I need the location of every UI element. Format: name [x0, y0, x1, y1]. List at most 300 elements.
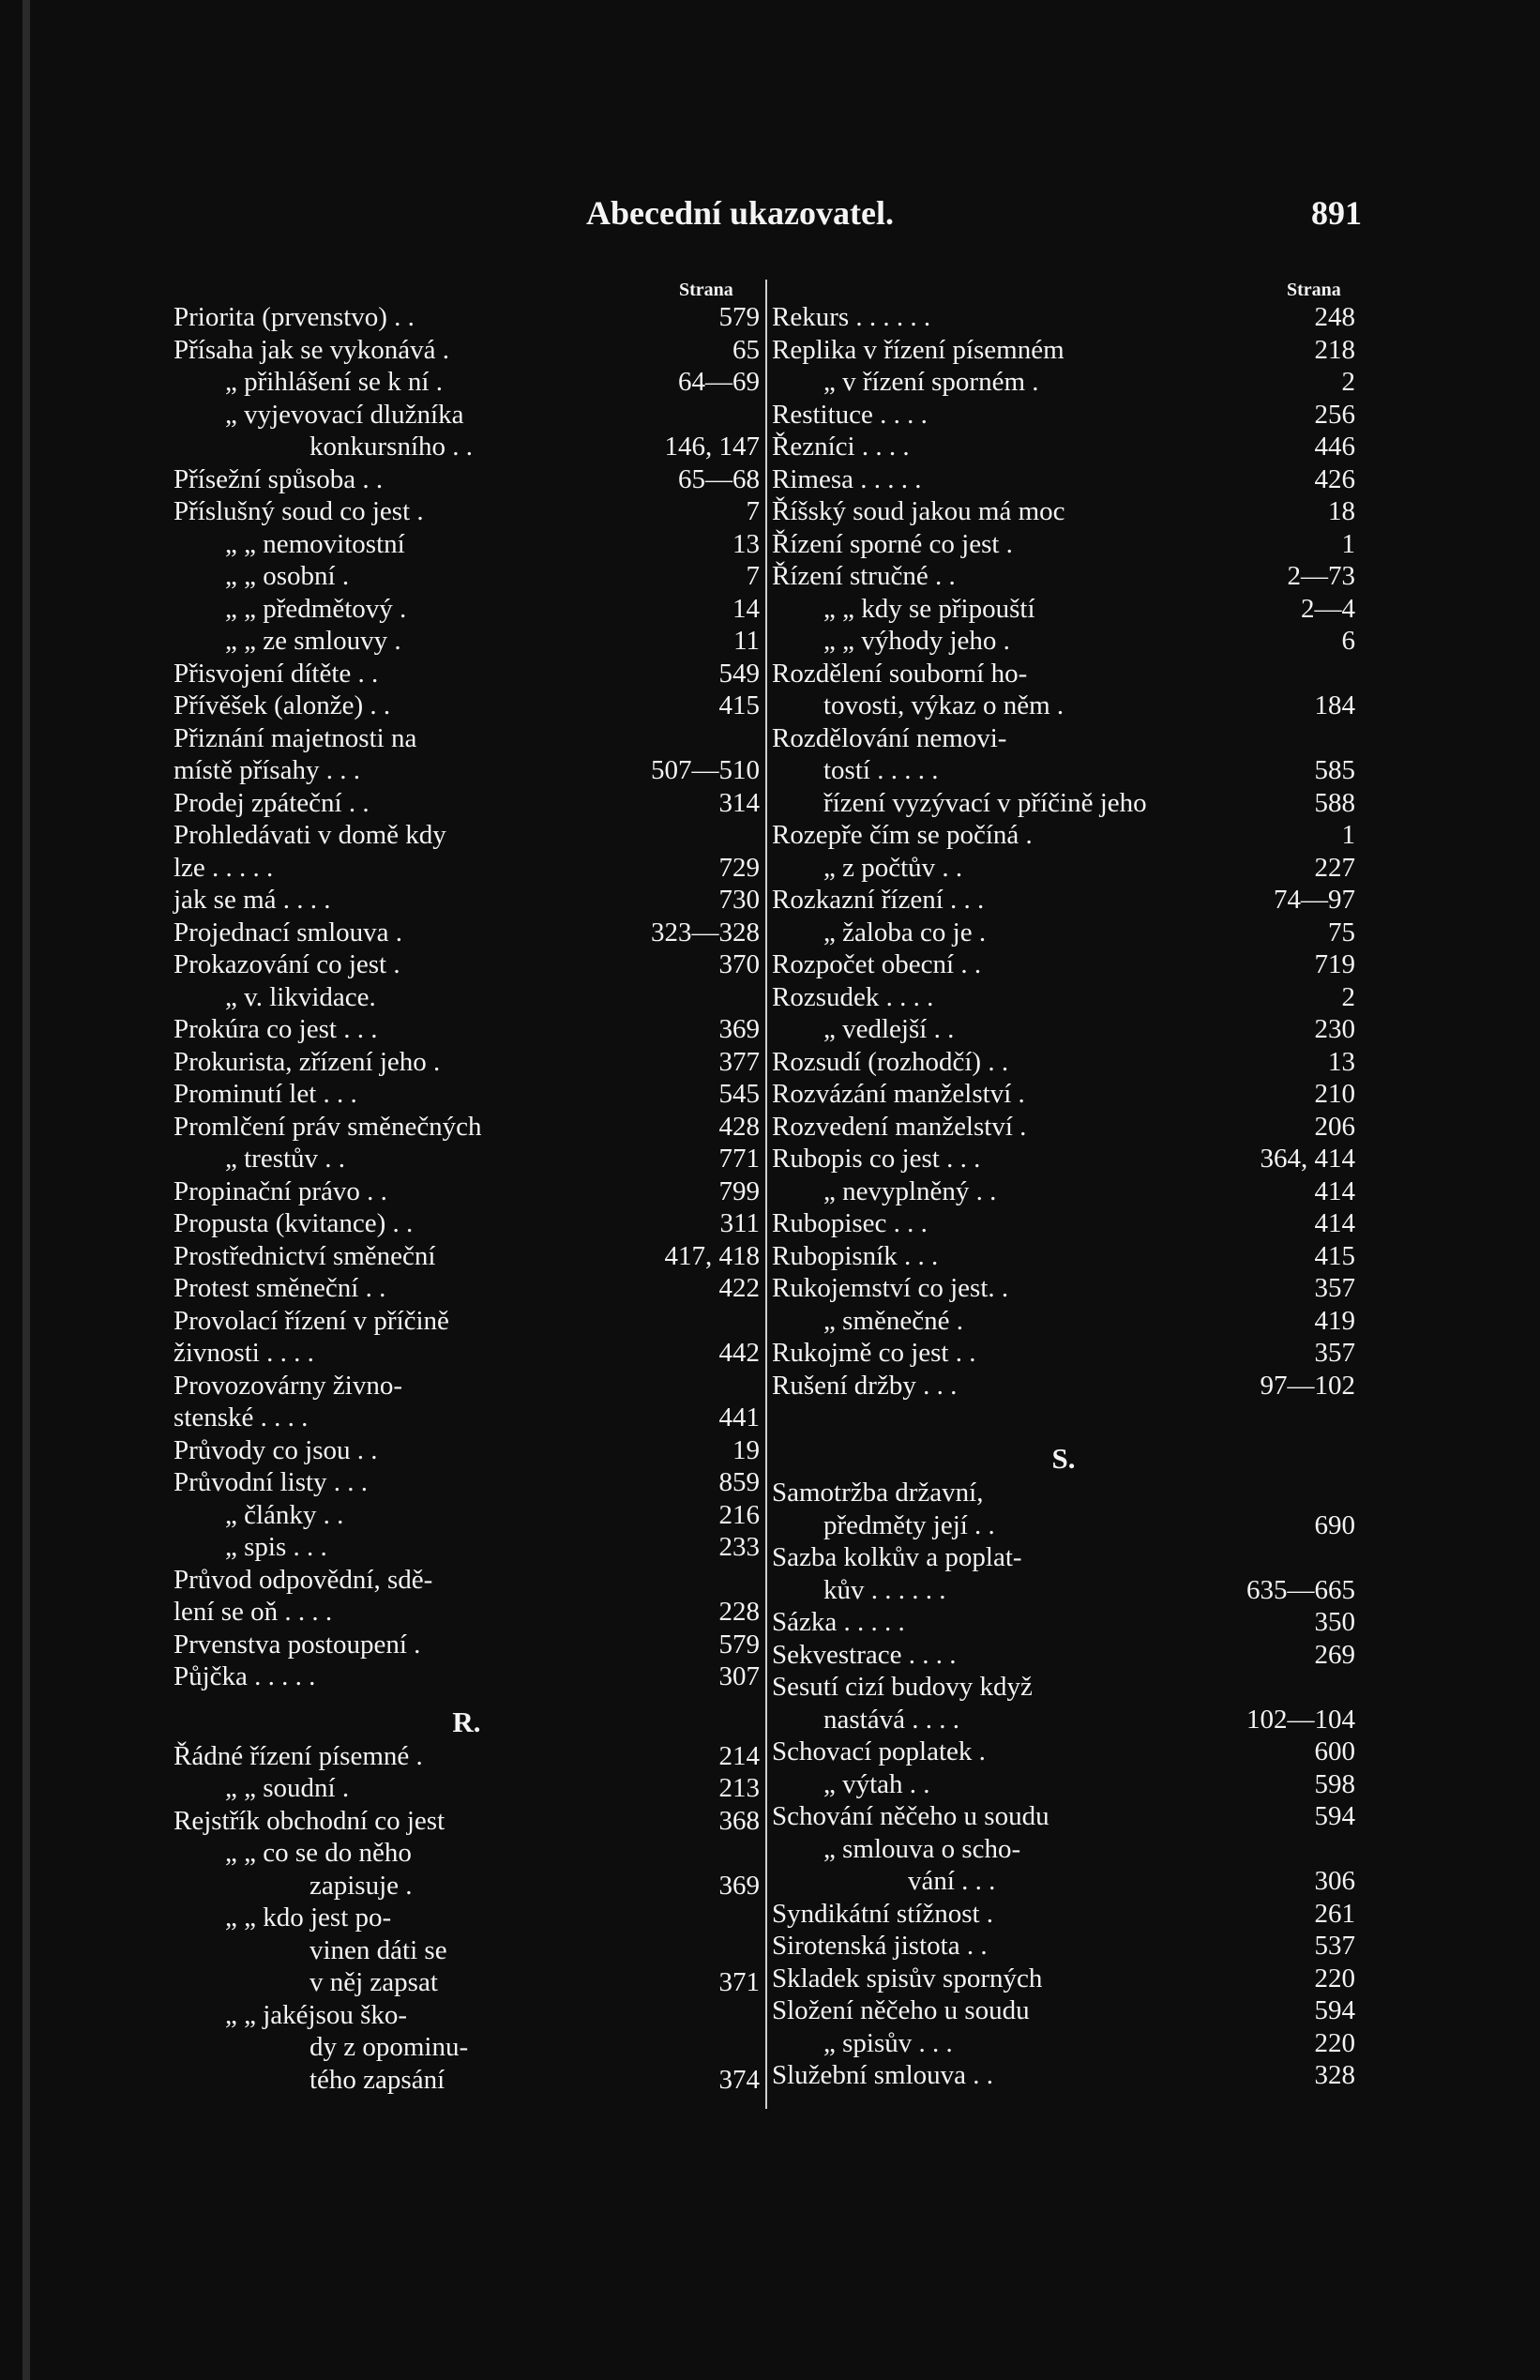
- index-entry: [174, 464, 760, 497]
- index-entry: [772, 1931, 1355, 1963]
- entry-term: tovosti, výkaz o něm .: [823, 690, 1064, 720]
- entry-term: „ „ ze smlouvy .: [225, 626, 401, 656]
- entry-page: 75: [1328, 917, 1355, 947]
- entry-term: Rimesa . . . . .: [772, 463, 922, 494]
- entry-term: „ přihlášení se k ní .: [225, 367, 443, 397]
- entry-term: „ směnečné .: [823, 1305, 963, 1336]
- index-entry: [174, 755, 760, 788]
- entry-term: „ z počtův . .: [823, 852, 963, 883]
- index-entry: [174, 2032, 760, 2065]
- index-entry: [772, 1144, 1355, 1176]
- index-entry: [174, 1935, 760, 1968]
- entry-page: 369: [718, 1014, 760, 1044]
- entry-page: 220: [1314, 1963, 1355, 1993]
- entry-term: „ smlouva o scho-: [823, 1833, 1021, 1864]
- entry-page: 415: [1314, 1240, 1355, 1271]
- entry-term: vání . . .: [908, 1866, 996, 1896]
- entry-term: Přisvojení dítěte . .: [174, 658, 379, 689]
- index-entry: [174, 1741, 760, 1774]
- index-entry: [174, 1338, 760, 1371]
- entry-page: 14: [732, 593, 760, 624]
- index-entry: [772, 1306, 1355, 1339]
- entry-page: 2: [1341, 367, 1355, 397]
- entry-page: 74—97: [1274, 885, 1355, 915]
- entry-page: 719: [1314, 949, 1355, 979]
- index-entry: [174, 1208, 760, 1241]
- entry-term: „ články . .: [225, 1499, 344, 1530]
- entry-term: Rušení držby . . .: [772, 1370, 958, 1401]
- entry-page: 11: [733, 626, 760, 656]
- entry-term: „ v. likvidace.: [225, 981, 376, 1012]
- index-entry: [174, 853, 760, 886]
- index-entry: [772, 1371, 1355, 1403]
- entry-page: 102—104: [1246, 1704, 1355, 1735]
- entry-page: 598: [1314, 1768, 1355, 1799]
- entry-term: Prokúra co jest . . .: [174, 1014, 378, 1044]
- index-entry: [772, 723, 1355, 756]
- entry-page: 184: [1314, 690, 1355, 720]
- index-entry: [174, 1661, 760, 1694]
- index-entry: [174, 529, 760, 562]
- entry-term: „ „ soudní .: [225, 1773, 350, 1803]
- entry-page: 306: [1314, 1866, 1355, 1896]
- entry-page: 269: [1314, 1639, 1355, 1670]
- entry-term: Replika v řízení písemném: [772, 334, 1064, 365]
- index-entry: [772, 788, 1355, 821]
- index-entry: [174, 1565, 760, 1598]
- entry-page: 214: [718, 1740, 760, 1771]
- index-entry: [174, 1467, 760, 1500]
- index-entry: [772, 690, 1355, 723]
- entry-term: Sirotenská jistota . .: [772, 1931, 988, 1961]
- entry-page: 690: [1314, 1509, 1355, 1540]
- index-entry: [174, 1241, 760, 1274]
- entry-term: Sázka . . . . .: [772, 1607, 905, 1637]
- index-entry: [772, 1801, 1355, 1834]
- index-entry: [772, 1510, 1355, 1543]
- entry-term: Propusta (kvitance) . .: [174, 1208, 414, 1238]
- entry-page: 549: [718, 658, 760, 689]
- index-entry: [772, 1079, 1355, 1112]
- index-column-right: [772, 302, 1355, 2093]
- entry-term: „ „ nemovitostní: [225, 528, 405, 559]
- entry-page: 428: [718, 1111, 760, 1142]
- entry-term: Průvodní listy . . .: [174, 1467, 369, 1497]
- entry-page: 314: [718, 787, 760, 818]
- index-entry: [174, 1112, 760, 1145]
- entry-term: Přívěšek (alonže) . .: [174, 690, 391, 720]
- index-entry: [772, 400, 1355, 432]
- entry-page: 579: [718, 1629, 760, 1660]
- entry-page: 371: [718, 1967, 760, 1997]
- index-entry: [174, 1597, 760, 1630]
- index-entry: [174, 561, 760, 594]
- entry-page: 414: [1314, 1208, 1355, 1238]
- index-entry: [772, 1672, 1355, 1705]
- entry-term: Rozdělení souborní ho-: [772, 658, 1028, 689]
- entry-term: „ spis . . .: [225, 1532, 327, 1562]
- entry-term: „ spisův . . .: [823, 2027, 953, 2058]
- entry-page: 799: [718, 1175, 760, 1206]
- entry-term: Syndikátní stížnost .: [772, 1898, 994, 1929]
- entry-page: 730: [718, 885, 760, 915]
- entry-page: 2—73: [1287, 561, 1355, 591]
- index-entry: [174, 1371, 760, 1403]
- index-entry: [174, 1176, 760, 1209]
- entry-term: Prodej zpáteční . .: [174, 787, 370, 818]
- index-entry: [174, 659, 760, 691]
- entry-term: Protest směneční . .: [174, 1273, 386, 1303]
- index-entry: [772, 755, 1355, 788]
- index-entry: [174, 367, 760, 400]
- index-entry: [174, 626, 760, 659]
- entry-term: „ nevyplněný . .: [823, 1175, 997, 1206]
- entry-page: 369: [718, 1870, 760, 1901]
- entry-page: 216: [718, 1499, 760, 1530]
- entry-term: předměty její . .: [823, 1509, 995, 1540]
- entry-term: Rozdělování nemovi-: [772, 722, 1007, 753]
- index-entry: [772, 1736, 1355, 1769]
- section-letter: R.: [452, 1705, 481, 1738]
- index-entry: [174, 2065, 760, 2098]
- index-entry: [174, 335, 760, 368]
- index-entry: [772, 367, 1355, 400]
- index-entry: [772, 853, 1355, 886]
- entry-term: Rozsudek . . . .: [772, 981, 934, 1012]
- entry-page: 545: [718, 1079, 760, 1109]
- entry-term: „ „ osobní .: [225, 561, 350, 591]
- entry-term: Řádné řízení písemné .: [174, 1740, 423, 1771]
- entry-page: 307: [718, 1661, 760, 1691]
- entry-page: 600: [1314, 1736, 1355, 1766]
- index-entry: [772, 626, 1355, 659]
- entry-term: „ „ kdy se připouští: [823, 593, 1035, 624]
- entry-term: Průvod odpovědní, sdě-: [174, 1564, 433, 1595]
- index-entry: [174, 1402, 760, 1435]
- entry-term: kův . . . . . .: [823, 1574, 946, 1605]
- section-heading: [772, 1431, 1355, 1478]
- index-entry: [772, 302, 1355, 335]
- index-entry: [772, 496, 1355, 529]
- entry-page: 771: [718, 1144, 760, 1174]
- entry-term: Přísaha jak se vykonává .: [174, 334, 449, 365]
- index-entry: [772, 1208, 1355, 1241]
- entry-term: „ „ výhody jeho .: [823, 626, 1010, 656]
- entry-term: Promlčení práv směnečných: [174, 1111, 482, 1142]
- entry-page: 507—510: [651, 755, 760, 785]
- entry-term: Složení něčeho u soudu: [772, 1995, 1030, 2025]
- entry-term: Rubopis co jest . . .: [772, 1144, 981, 1174]
- entry-page: 2—4: [1301, 593, 1355, 624]
- entry-page: 357: [1314, 1338, 1355, 1368]
- index-entry: [772, 1995, 1355, 2028]
- entry-page: 374: [718, 2064, 760, 2095]
- index-entry: [772, 1607, 1355, 1640]
- entry-term: „ „ předmětový .: [225, 593, 407, 624]
- entry-page: 594: [1314, 1801, 1355, 1831]
- entry-term: Rubopisník . . .: [772, 1240, 939, 1271]
- entry-page: 426: [1314, 463, 1355, 494]
- page-number: 891: [1311, 194, 1362, 232]
- entry-term: živnosti . . . .: [174, 1338, 314, 1368]
- index-entry: [772, 885, 1355, 917]
- entry-page: 227: [1314, 852, 1355, 883]
- entry-term: Rozsudí (rozhodčí) . .: [772, 1046, 1009, 1077]
- index-entry: [174, 1902, 760, 1935]
- index-entry: [174, 1047, 760, 1080]
- index-entry: [174, 1630, 760, 1662]
- page-spine-edge: [23, 0, 30, 2380]
- entry-term: Příslušný soud co jest .: [174, 496, 424, 526]
- entry-term: Prostřednictví směneční: [174, 1240, 436, 1271]
- index-entry: [772, 432, 1355, 464]
- index-entry: [174, 594, 760, 627]
- entry-term: Rukojemství co jest. .: [772, 1273, 1009, 1303]
- entry-page: 210: [1314, 1079, 1355, 1109]
- entry-page: 7: [746, 496, 760, 526]
- index-entry: [174, 1435, 760, 1468]
- entry-term: jak se má . . . .: [174, 885, 331, 915]
- entry-term: Půjčka . . . . .: [174, 1661, 316, 1691]
- entry-term: lze . . . . .: [174, 852, 274, 883]
- entry-page: 585: [1314, 755, 1355, 785]
- index-entry: [174, 949, 760, 982]
- index-entry: [772, 1273, 1355, 1306]
- entry-term: Prominutí let . . .: [174, 1079, 357, 1109]
- column-divider: [765, 280, 767, 2109]
- entry-term: nastává . . . .: [823, 1704, 959, 1735]
- index-entry: [772, 1575, 1355, 1608]
- entry-term: Průvody co jsou . .: [174, 1434, 378, 1465]
- index-entry: [174, 2000, 760, 2033]
- entry-term: Priorita (prvenstvo) . .: [174, 302, 415, 332]
- index-entry: [174, 982, 760, 1015]
- index-entry: [772, 529, 1355, 562]
- index-entry: [174, 496, 760, 529]
- entry-page: 146, 147: [664, 432, 760, 462]
- entry-term: Přiznání majetnosti na: [174, 722, 417, 753]
- index-entry: [772, 2028, 1355, 2061]
- entry-term: v něj zapsat: [310, 1967, 438, 1997]
- entry-term: Sekvestrace . . . .: [772, 1639, 957, 1670]
- entry-page: 233: [718, 1532, 760, 1562]
- entry-term: konkursního . .: [310, 432, 473, 462]
- entry-page: 256: [1314, 399, 1355, 430]
- entry-term: Prvenstva postoupení .: [174, 1629, 421, 1660]
- entry-term: „ „ kdo jest po-: [225, 1902, 392, 1933]
- entry-page: 415: [718, 690, 760, 720]
- index-entry: [772, 917, 1355, 950]
- index-entry: [174, 690, 760, 723]
- index-entry: [174, 302, 760, 335]
- entry-page: 1: [1341, 528, 1355, 559]
- entry-term: Prohledávati v domě kdy: [174, 820, 446, 850]
- entry-page: 2: [1341, 981, 1355, 1012]
- strana-label-left: Strana: [679, 280, 733, 300]
- entry-page: 228: [718, 1597, 760, 1627]
- entry-term: Rozkazní řízení . . .: [772, 885, 985, 915]
- index-entry: [772, 1176, 1355, 1209]
- entry-page: 6: [1341, 626, 1355, 656]
- section-heading: [174, 1694, 760, 1741]
- entry-term: Provozovárny živno-: [174, 1370, 403, 1401]
- entry-page: 206: [1314, 1111, 1355, 1142]
- index-entry: [772, 1705, 1355, 1737]
- entry-term: „ „ jakéjsou ško-: [225, 1999, 408, 2030]
- index-entry: [772, 982, 1355, 1015]
- entry-page: 13: [1328, 1046, 1355, 1077]
- entry-term: „ vyjevovací dlužníka: [225, 399, 464, 430]
- entry-page: 97—102: [1260, 1370, 1355, 1401]
- entry-term: tostí . . . . .: [823, 755, 939, 785]
- index-entry: [174, 788, 760, 821]
- index-entry: [772, 1047, 1355, 1080]
- entry-term: „ trestův . .: [225, 1144, 346, 1174]
- entry-term: místě přísahy . . .: [174, 755, 360, 785]
- index-entry: [174, 1500, 760, 1533]
- index-entry: [772, 1478, 1355, 1510]
- entry-term: Propinační právo . .: [174, 1175, 387, 1206]
- entry-page: 442: [718, 1338, 760, 1368]
- index-entry: [772, 1769, 1355, 1802]
- entry-term: „ „ co se do něho: [225, 1838, 412, 1868]
- entry-term: Restituce . . . .: [772, 399, 928, 430]
- index-entry: [174, 1773, 760, 1806]
- entry-page: 64—69: [678, 367, 760, 397]
- entry-page: 579: [718, 302, 760, 332]
- entry-page: 1: [1341, 820, 1355, 850]
- entry-term: vinen dáti se: [310, 1934, 447, 1965]
- index-entry: [174, 1532, 760, 1565]
- index-entry: [772, 1112, 1355, 1145]
- entry-page: 213: [718, 1773, 760, 1803]
- index-entry: [174, 1306, 760, 1339]
- entry-term: Rejstřík obchodní co jest: [174, 1805, 445, 1836]
- entry-page: 328: [1314, 2060, 1355, 2090]
- index-entry: [772, 1014, 1355, 1047]
- entry-page: 248: [1314, 302, 1355, 332]
- index-entry: [772, 2060, 1355, 2093]
- strana-label-right: Strana: [1287, 280, 1341, 300]
- entry-term: Rozvedení manželství .: [772, 1111, 1027, 1142]
- entry-page: 419: [1314, 1305, 1355, 1336]
- entry-page: 729: [718, 852, 760, 883]
- entry-term: Schovací poplatek .: [772, 1736, 986, 1766]
- entry-page: 441: [718, 1402, 760, 1433]
- entry-term: Řezníci . . . .: [772, 432, 910, 462]
- entry-term: Samotržba državní,: [772, 1478, 984, 1508]
- entry-page: 635—665: [1246, 1574, 1355, 1605]
- entry-term: Schování něčeho u soudu: [772, 1801, 1049, 1831]
- index-entry: [772, 1963, 1355, 1996]
- index-entry: [174, 400, 760, 432]
- index-entry: [174, 885, 760, 917]
- index-entry: [174, 1871, 760, 1903]
- entry-term: Rukojmě co jest . .: [772, 1338, 976, 1368]
- index-entry: [772, 1241, 1355, 1274]
- entry-page: 368: [718, 1805, 760, 1836]
- index-entry: [174, 432, 760, 464]
- entry-page: 414: [1314, 1175, 1355, 1206]
- entry-page: 220: [1314, 2027, 1355, 2058]
- entry-page: 594: [1314, 1995, 1355, 2025]
- index-entry: [174, 1144, 760, 1176]
- entry-term: Sesutí cizí budovy když: [772, 1672, 1033, 1702]
- entry-term: tého zapsání: [310, 2064, 445, 2095]
- entry-term: Rubopisec . . .: [772, 1208, 928, 1238]
- entry-term: Řízení stručné . .: [772, 561, 956, 591]
- entry-term: Řízení sporné co jest .: [772, 528, 1013, 559]
- entry-term: Projednací smlouva .: [174, 917, 403, 947]
- index-entry: [772, 561, 1355, 594]
- entry-term: Prokurista, zřízení jeho .: [174, 1046, 441, 1077]
- entry-term: Rozpočet obecní . .: [772, 949, 982, 979]
- entry-page: 417, 418: [664, 1240, 760, 1271]
- entry-term: zapisuje .: [310, 1870, 413, 1901]
- index-entry: [772, 949, 1355, 982]
- entry-term: „ žaloba co je .: [823, 917, 987, 947]
- entry-page: 261: [1314, 1898, 1355, 1929]
- entry-page: 350: [1314, 1607, 1355, 1637]
- entry-term: stenské . . . .: [174, 1402, 309, 1433]
- entry-page: 859: [718, 1467, 760, 1497]
- entry-page: 230: [1314, 1014, 1355, 1044]
- entry-term: Sazba kolkův a poplat-: [772, 1542, 1022, 1572]
- index-entry: [772, 820, 1355, 853]
- index-entry: [772, 594, 1355, 627]
- index-entry: [174, 723, 760, 756]
- entry-term: řízení vyzývací v příčině jeho: [823, 787, 1147, 818]
- entry-page: 364, 414: [1260, 1144, 1355, 1174]
- entry-page: 422: [718, 1273, 760, 1303]
- index-entry: [174, 1014, 760, 1047]
- entry-term: „ výtah . .: [823, 1768, 930, 1799]
- index-entry: [772, 1640, 1355, 1673]
- entry-term: Provolací řízení v příčině: [174, 1305, 449, 1336]
- page-title: Abecední ukazovatel.: [586, 194, 894, 232]
- entry-page: 311: [719, 1208, 760, 1238]
- entry-term: Rozvázání manželství .: [772, 1079, 1025, 1109]
- index-entry: [174, 917, 760, 950]
- entry-term: lení se oň . . . .: [174, 1597, 333, 1627]
- entry-page: 588: [1314, 787, 1355, 818]
- entry-term: dy z opominu-: [310, 2032, 469, 2062]
- entry-term: Služební smlouva . .: [772, 2060, 994, 2090]
- index-entry: [772, 1542, 1355, 1575]
- index-entry: [772, 1899, 1355, 1932]
- index-entry: [772, 464, 1355, 497]
- entry-term: „ vedlejší . .: [823, 1014, 955, 1044]
- index-entry: [772, 659, 1355, 691]
- entry-page: 65: [732, 334, 760, 365]
- index-column-left: [174, 302, 760, 2097]
- index-entry: [174, 1806, 760, 1839]
- entry-term: Rekurs . . . . . .: [772, 302, 931, 332]
- blank-line: [772, 1402, 1355, 1431]
- entry-term: „ v řízení sporném .: [823, 367, 1039, 397]
- entry-page: 19: [732, 1434, 760, 1465]
- index-entry: [772, 1338, 1355, 1371]
- index-entry: [772, 1834, 1355, 1867]
- index-entry: [174, 1967, 760, 2000]
- index-entry: [772, 1866, 1355, 1899]
- index-entry: [174, 1838, 760, 1871]
- entry-page: 377: [718, 1046, 760, 1077]
- index-entry: [174, 1079, 760, 1112]
- entry-term: Skladek spisův sporných: [772, 1963, 1043, 1993]
- index-entry: [174, 1273, 760, 1306]
- entry-page: 7: [746, 561, 760, 591]
